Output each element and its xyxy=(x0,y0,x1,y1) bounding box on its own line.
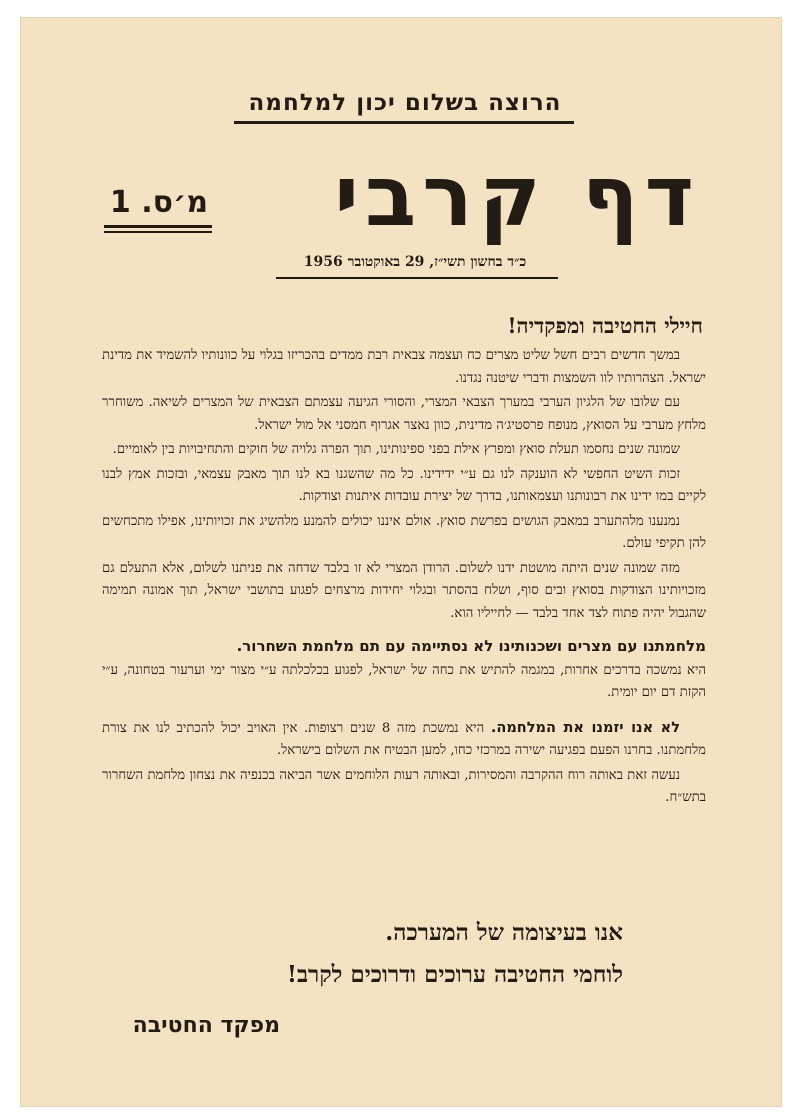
paragraph-9-bold-lead: לא אנו יזמנו את המלחמה. xyxy=(490,719,680,736)
closing-block xyxy=(200,912,623,996)
paragraph-8: היא נמשכה בדרכים אחרות, במגמה להתיש את כחה של ישראל, לפגוע בכלכלתה ע״י מצור ימי וערעור בטחונה, ע״י הקזת דם יום יומית. xyxy=(102,662,706,700)
signature: מפקד החטיבה xyxy=(132,1013,280,1038)
date-underline xyxy=(276,277,558,279)
paragraph-1: במשך חדשים רבים חשל שליט מצרים כח ועצמה צבאית רבת ממדים בהכריזו בגלוי על כוונותיו להשמיד את מדינת ישראל. הצהרותיו לוו השמצות ודברי שיטנה נגדנו. xyxy=(102,348,706,386)
closing-line-2: לוחמי החטיבה ערוכים ודרוכים לקרב! xyxy=(286,961,623,988)
paragraph-6: מזה שמונה שנים היתה מושטת ידנו לשלום. הרודן המצרי לא זו בלבד שדחה את פניתנו לשלום, אלא התעלם גם מזכויותינו הצודקות בסואץ ובים סוף, ושלח בהסתר ובגלוי יחידות מרצחים לפגוע בתושבי ישראל, תוך אמונה תמימה שהגבול יהיה פתוח לצד אחד בלבד — לחייליו הוא. xyxy=(102,560,706,621)
paragraph-2: עם שלובו של הלגיון הערבי במערך הצבאי המצרי, והסורי הגיעה עצמתם הצבאית של המצרים לשיאה. משוחרר מלחץ מערבי על הסואץ, מנופח פרסטיג׳ה מדינית, כוון נאצר אגרוף חמסני אל מול ישראל. xyxy=(102,395,706,433)
issue-number: מ׳ס. 1 xyxy=(109,185,209,220)
paragraph-10: נעשה זאת באותה רוח ההקרבה והמסירות, ובאותה רעות הלוחמים אשר הביאה בכנפיה את נצחון מלחמת השחרור בתש״ח. xyxy=(102,767,706,805)
slogan-underline xyxy=(234,121,574,124)
issue-date: כ״ד בחשון תשי״ז, 29 באוקטובר 1956 xyxy=(303,254,527,270)
paragraph-4: זכות השיט החפשי לא הוענקה לנו גם ע״י ידידינו. כל מה שהשגנו בא לנו תוך מאבק עצמאי, ובזכות אמץ לבנו לקיים במו ידינו את רבונותנו ועצמאותנו, בדרך של יצירת עובדות איתנות וצודקות. xyxy=(102,466,706,504)
paragraph-9-rest: היא נמשכת מזה 8 שנים רצופות. אין האויב יכול להכתיב לנו את צורת מלחמתנו. בחרנו הפעם בפגיעה ישירה במרכזי כחו, למען הבטיח את השלום בישראל. xyxy=(102,720,706,758)
paragraph-9 xyxy=(102,717,706,763)
article-heading: חיילי החטיבה ומפקדיה! xyxy=(507,313,703,338)
masthead-title: דף קרבי xyxy=(334,147,700,245)
closing-line-1: אנו בעיצומה של המערכה. xyxy=(385,919,623,946)
issue-underline-second xyxy=(104,231,212,233)
article-body xyxy=(102,345,706,812)
paragraph-7-bold: מלחמתנו עם מצרים ושכנותינו לא נסתיימה עם תם מלחמת השחרור. xyxy=(236,637,706,655)
slogan: הרוצה בשלום יכון למלחמה xyxy=(248,90,562,116)
paragraph-3: שמונה שנים נחסמו תעלת סואץ ומפרץ אילת בפני ספינותינו, תוך הפרה גלויה של חוקים והתחיבויות בין לאומיים. xyxy=(112,442,680,457)
paragraph-5: נמנענו מלהתערב במאבק הגושים בפרשת סואץ. אולם איננו יכולים להמנע מלהשיג את זכויותינו, אפילו מתכחשים להן תקיפי עולם. xyxy=(102,513,706,551)
issue-underline xyxy=(104,225,212,228)
